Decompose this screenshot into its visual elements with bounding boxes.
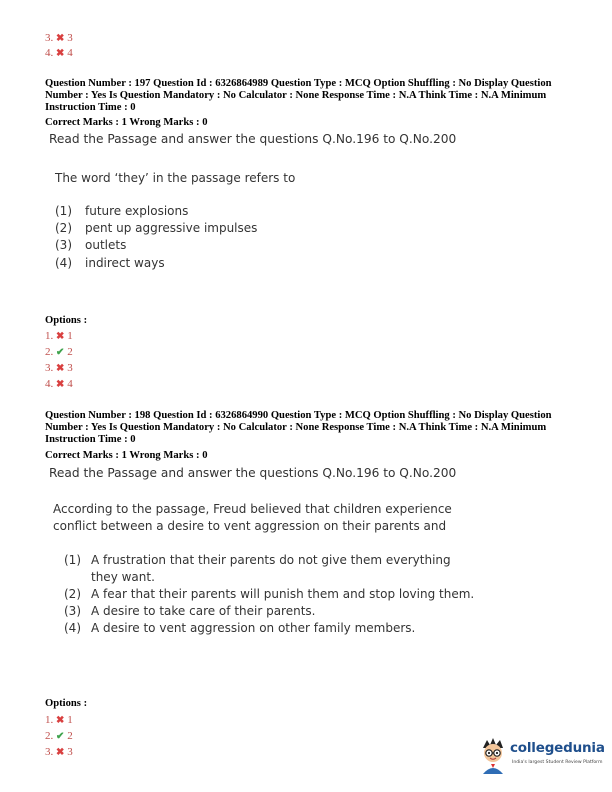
cross-icon: ✖ <box>56 715 65 726</box>
choice-item: (1) future explosions <box>55 204 189 218</box>
option-row: 1. ✖ 1 <box>45 714 73 726</box>
question-197-instruction: Read the Passage and answer the questions Q.No.196 to Q.No.200 <box>49 132 457 146</box>
mascot-icon <box>478 736 508 776</box>
logo-tagline: India's largest Student Review Platform <box>512 760 603 765</box>
cross-icon: ✖ <box>56 363 65 374</box>
question-198-stem: According to the passage, Freud believed that children experience conflict between a desire to vent aggression on their parents and <box>53 502 452 533</box>
choice-item: (2) pent up aggressive impulses <box>55 221 258 235</box>
cross-icon: ✖ <box>56 48 65 59</box>
options-label: Options : <box>45 698 88 709</box>
choice-item: (2) A fear that their parents will punish them and stop loving them. <box>64 587 475 601</box>
question-197-stem: The word ‘they’ in the passage refers to <box>55 171 296 185</box>
option-row: 4. ✖ 4 <box>45 47 73 59</box>
choice-item: (3) A desire to take care of their parents. <box>64 604 316 618</box>
cross-icon: ✖ <box>56 747 65 758</box>
question-198-meta: Question Number : 198 Question Id : 6326864990 Question Type : MCQ Option Shuffling : No Display Question Number : Yes Is Question Mandatory : No Calculator : None Response Time : N.A Think Time : N.A Minimum Instruction Time : 0 <box>45 410 552 445</box>
choice-item: (4) indirect ways <box>55 256 165 270</box>
question-197-meta: Question Number : 197 Question Id : 6326864989 Question Type : MCQ Option Shuffling : No Display Question Number : Yes Is Question Mandatory : No Calculator : None Response Time : N.A Think Time : N.A Minimum Instruction Time : 0 <box>45 78 552 113</box>
choice-item: (3) outlets <box>55 238 127 252</box>
logo-brand-text: collegedunia <box>510 740 605 756</box>
option-row: 3. ✖ 3 <box>45 32 73 44</box>
option-row: 3. ✖ 3 <box>45 362 73 374</box>
question-197-marks: Correct Marks : 1 Wrong Marks : 0 <box>45 117 208 128</box>
collegedunia-logo[interactable] <box>478 736 608 780</box>
question-198-instruction: Read the Passage and answer the questions Q.No.196 to Q.No.200 <box>49 466 457 480</box>
choice-item-continued: they want. <box>91 570 155 584</box>
option-row: 2. ✔ 2 <box>45 730 73 742</box>
cross-icon: ✖ <box>56 33 65 44</box>
choice-item: (4) A desire to vent aggression on other family members. <box>64 621 416 635</box>
option-row: 3. ✖ 3 <box>45 746 73 758</box>
check-icon: ✔ <box>56 731 65 742</box>
cross-icon: ✖ <box>56 331 65 342</box>
check-icon: ✔ <box>56 347 65 358</box>
option-row: 1. ✖ 1 <box>45 330 73 342</box>
option-row: 2. ✔ 2 <box>45 346 73 358</box>
choice-item: (1) A frustration that their parents do not give them everything <box>64 553 451 567</box>
option-row: 4. ✖ 4 <box>45 378 73 390</box>
options-label: Options : <box>45 315 88 326</box>
question-198-marks: Correct Marks : 1 Wrong Marks : 0 <box>45 450 208 461</box>
cross-icon: ✖ <box>56 379 65 390</box>
